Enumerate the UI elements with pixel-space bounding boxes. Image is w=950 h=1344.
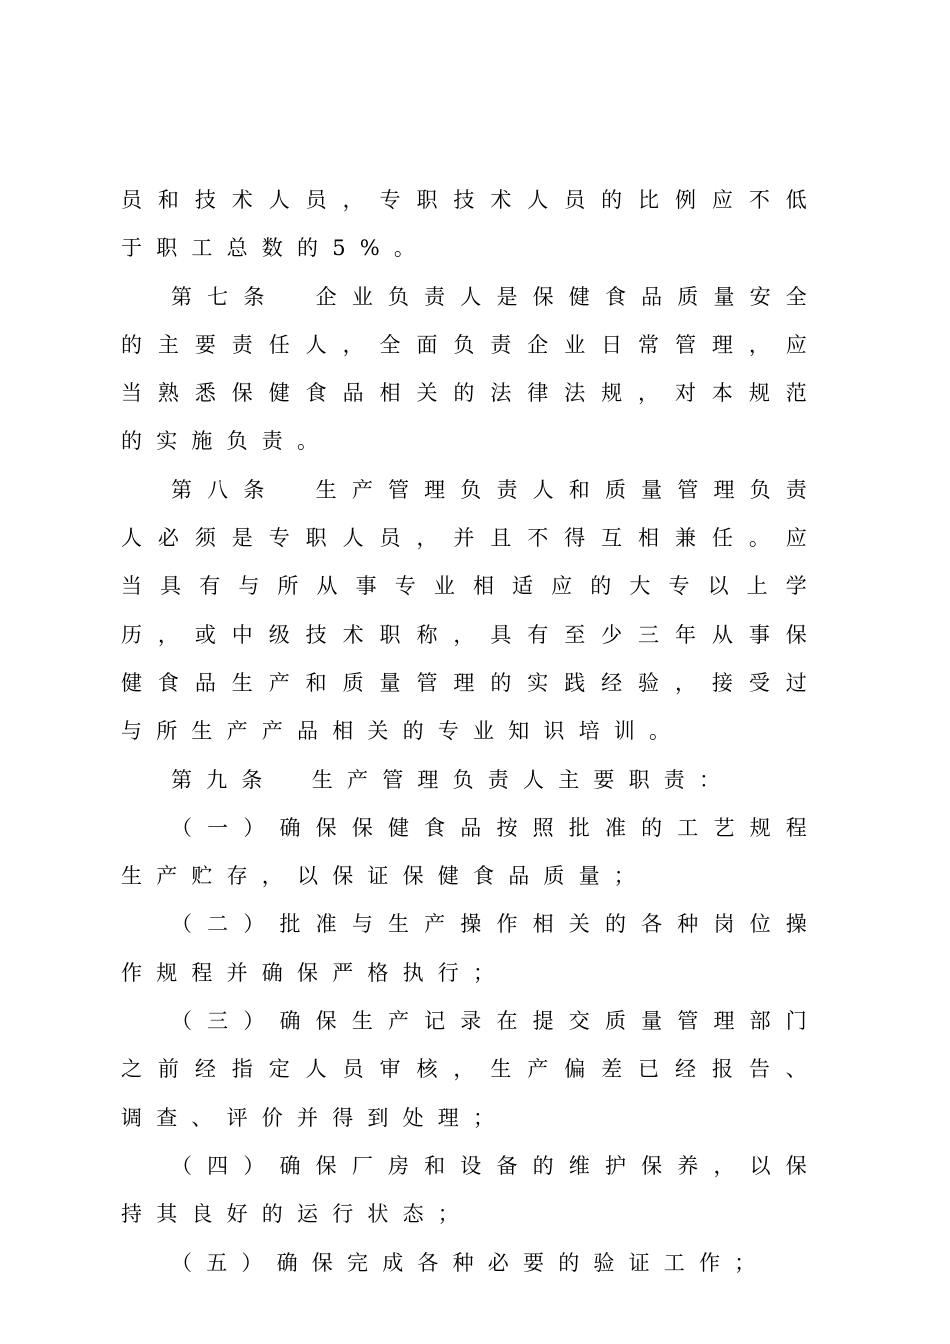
paragraph-article-8: 第八条 生产管理负责人和质量管理负责人必须是专职人员，并且不得互相兼任。应当具有与所从事专业相适应的大专以上学历，或中级技术职称，具有至少三年从事保健食品生产和质量管理的实践经验，接受过与所生产产品相关的专业知识培训。 — [121, 477, 821, 744]
paragraph-continuation: 员和技术人员，专职技术人员的比例应不低于职工总数的5%。 — [121, 188, 821, 261]
paragraph-item-1: （一）确保保健食品按照批准的工艺规程生产贮存，以保证保健食品质量； — [121, 815, 821, 889]
paragraph-item-2: （二）批准与生产操作相关的各种岗位操作规程并确保严格执行； — [121, 912, 821, 985]
document-body — [121, 176, 821, 1287]
paragraph-item-5: （五）确保完成各种必要的验证工作； — [171, 1250, 770, 1275]
paragraph-article-9: 第九条 生产管理负责人主要职责： — [171, 767, 735, 792]
paragraph-article-7: 第七条 企业负责人是保健食品质量安全的主要责任人，全面负责企业日常管理，应当熟悉保健食品相关的法律法规，对本规范的实施负责。 — [121, 284, 821, 454]
paragraph-item-3: （三）确保生产记录在提交质量管理部门之前经指定人员审核，生产偏差已经报告、调查、评价并得到处理； — [121, 1009, 821, 1130]
paragraph-item-4: （四）确保厂房和设备的维护保养，以保持其良好的运行状态； — [121, 1153, 821, 1227]
